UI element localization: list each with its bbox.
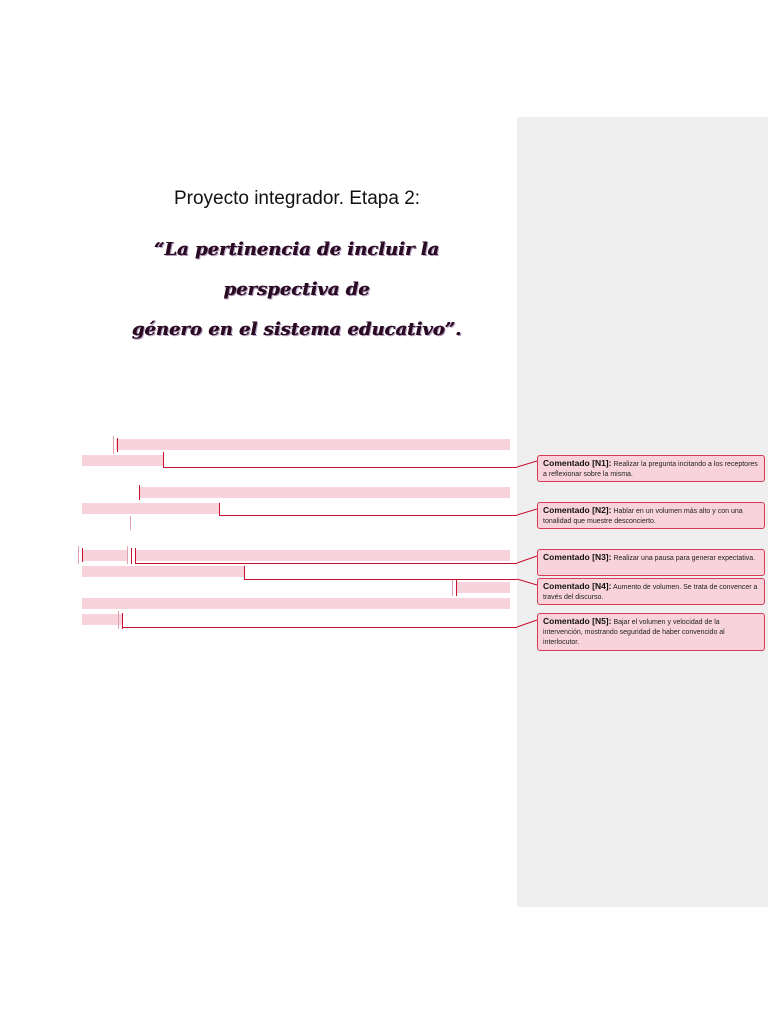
comment-text: Hablar en un volumen más alto y con una tonalidad que muestre desconcierto. bbox=[543, 508, 743, 525]
commented-range-n1-line-1[interactable] bbox=[116, 439, 510, 450]
comment-tag: Comentado [N5]: bbox=[543, 616, 612, 626]
document-title: Proyecto integrador. Etapa 2: bbox=[173, 188, 421, 209]
comment-leader-n3 bbox=[135, 563, 517, 564]
document-subtitle bbox=[95, 230, 499, 350]
range-start-marker bbox=[113, 436, 114, 454]
comment-balloon-n1[interactable] bbox=[537, 455, 765, 482]
comment-text: Realizar la pregunta incitando a los receptores a reflexionar sobre la misma. bbox=[543, 461, 758, 478]
commented-range-n5-line-2[interactable] bbox=[82, 598, 510, 609]
comment-leader-n2 bbox=[219, 515, 517, 516]
comment-tag: Comentado [N4]: bbox=[543, 581, 612, 591]
commented-range-n5-start[interactable] bbox=[456, 582, 510, 593]
range-end-marker bbox=[131, 548, 132, 564]
range-marker bbox=[82, 548, 83, 562]
commented-range-n3-prefix[interactable] bbox=[82, 550, 128, 561]
range-start-marker bbox=[135, 548, 136, 564]
comment-tag: Comentado [N3]: bbox=[543, 552, 612, 562]
range-marker bbox=[118, 611, 119, 629]
comment-leader-n4 bbox=[244, 579, 517, 580]
commented-range-n4-line-1[interactable] bbox=[82, 566, 244, 577]
comment-leader-n1 bbox=[164, 467, 517, 468]
comment-balloon-n2[interactable] bbox=[537, 502, 765, 529]
subtitle-line-2: género en el sistema educativo”. bbox=[132, 319, 462, 340]
range-end-marker bbox=[163, 452, 164, 468]
comment-leader-n5 bbox=[122, 627, 517, 628]
comment-balloon-n5[interactable] bbox=[537, 613, 765, 651]
comment-text: Realizar una pausa para generar expectativa. bbox=[613, 555, 756, 562]
range-start-marker bbox=[117, 438, 118, 452]
comment-tag: Comentado [N1]: bbox=[543, 458, 612, 468]
commented-range-n5-line-3[interactable] bbox=[82, 614, 122, 625]
comment-tag: Comentado [N2]: bbox=[543, 505, 612, 515]
comment-balloon-n3[interactable] bbox=[537, 549, 765, 576]
comment-text: Aumento de volumen. Se trata de convencer a través del discurso. bbox=[543, 584, 758, 601]
range-end-marker bbox=[244, 566, 245, 580]
range-start-marker bbox=[139, 485, 140, 500]
range-marker bbox=[127, 546, 128, 564]
commented-range-n2-line-2[interactable] bbox=[82, 503, 220, 514]
range-marker bbox=[452, 580, 453, 596]
commented-range-n2-line-1[interactable] bbox=[140, 487, 510, 498]
range-marker bbox=[130, 516, 131, 530]
commented-range-n1-line-2[interactable] bbox=[82, 455, 164, 466]
commented-range-n3-line-1[interactable] bbox=[135, 550, 510, 561]
comment-text: Bajar el volumen y velocidad de la intervención, mostrando seguridad de haber convencido al interlocutor. bbox=[543, 619, 725, 646]
subtitle-line-1: “La pertinencia de incluir la perspectiva de bbox=[154, 239, 440, 300]
range-marker bbox=[78, 546, 79, 564]
range-start-marker bbox=[456, 580, 457, 596]
comment-balloon-n4[interactable] bbox=[537, 578, 765, 605]
